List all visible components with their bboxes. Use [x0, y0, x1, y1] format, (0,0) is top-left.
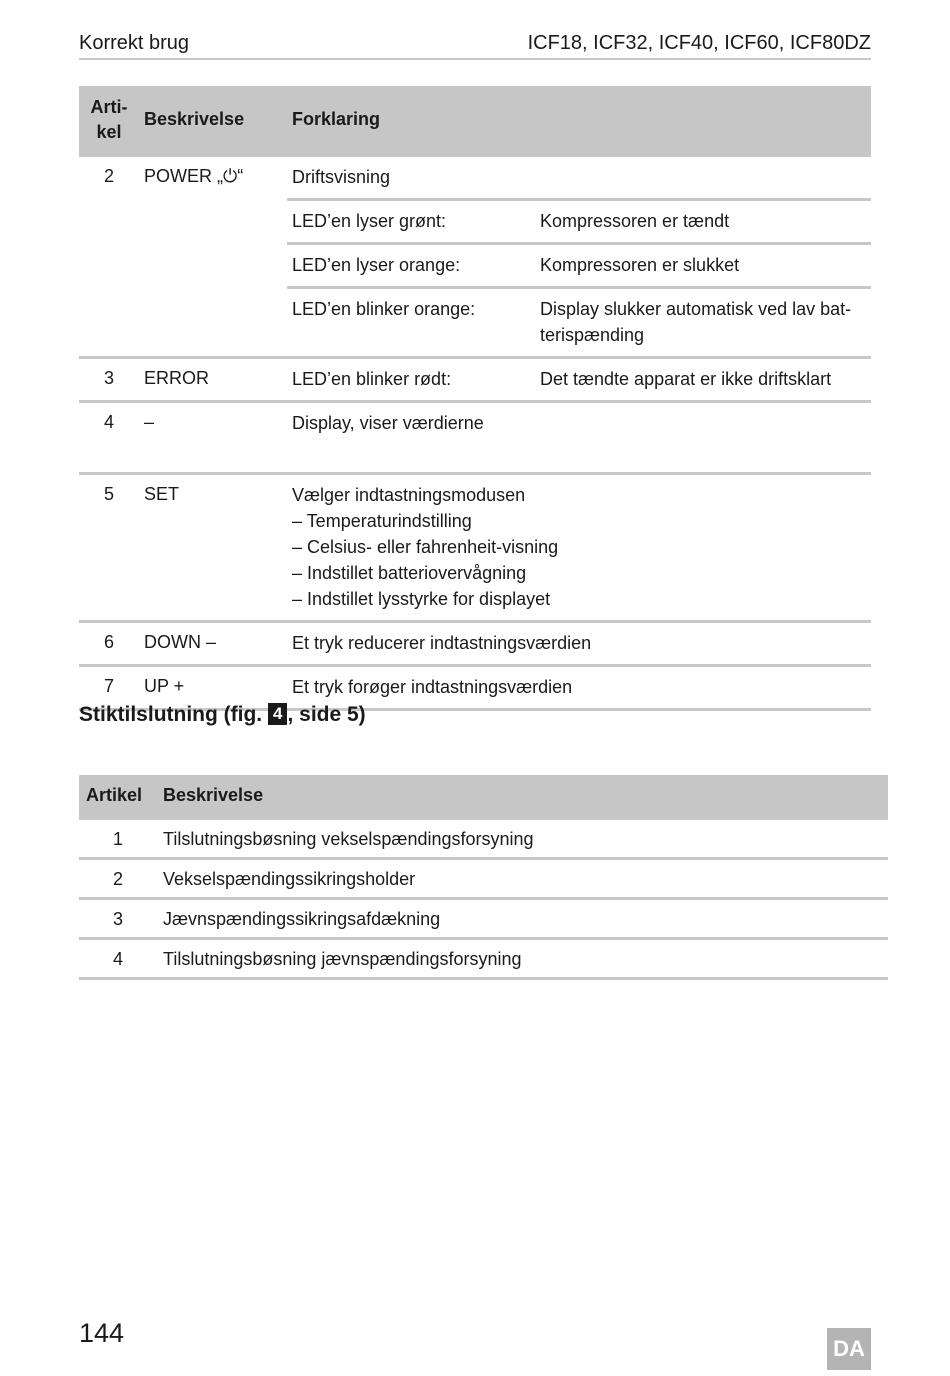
article-number: 2 — [103, 166, 114, 186]
table-header — [79, 775, 888, 820]
table-row: 3 Jævnspændingssikringsafdækning — [79, 900, 888, 940]
table-row: 1 Tilslutningsbøsning vekselspændingsforsyning — [79, 820, 888, 860]
description: POWER „⏻“ — [144, 166, 244, 186]
article-number: 4 — [103, 412, 114, 432]
article-number: 3 — [103, 368, 114, 388]
power-led-orange-row: LED’en lyser orange: Kompressoren er slukket — [287, 245, 871, 289]
article-number: 5 — [103, 484, 114, 504]
figure-number-badge: 4 — [268, 703, 287, 725]
description: SET — [144, 484, 180, 504]
power-led-blink-orange-row: LED’en blinker orange: Display slukker automatisk ved lav bat-terispænding — [292, 299, 852, 345]
connection-table — [79, 775, 888, 980]
power-subtable — [287, 157, 871, 356]
table-row: 4 Tilslutningsbøsning jævnspændingsforsyning — [79, 940, 888, 980]
header-description: Beskrivelse — [163, 785, 264, 805]
article-number: 7 — [103, 676, 114, 696]
page-number: 144 — [79, 1318, 125, 1348]
table-row-up: 7 UP + Et tryk forøger indtastningsværdien — [79, 667, 871, 711]
header-explanation: Forklaring — [292, 109, 381, 129]
header-description: Beskrivelse — [144, 109, 245, 129]
header-models: ICF18, ICF32, ICF40, ICF60, ICF80DZ — [527, 32, 871, 54]
power-led-green-row: LED’en lyser grønt: Kompressoren er tændt — [287, 201, 871, 245]
table-row-down: 6 DOWN – Et tryk reducerer indtastningsværdien — [79, 623, 871, 667]
section-heading: Stiktilslutning (fig. 4 , side 5) — [79, 703, 366, 726]
power-title-row: Driftsvisning — [287, 157, 871, 201]
article-number: 6 — [103, 632, 114, 652]
table-row-display: 4 – Display, viser værdierne — [79, 403, 871, 475]
description: ERROR — [144, 368, 210, 388]
description: UP + — [144, 676, 185, 696]
page-header — [79, 30, 871, 60]
header-section: Korrekt brug — [79, 32, 190, 54]
description: – — [144, 412, 155, 432]
header-article: Artikel — [86, 785, 143, 805]
table-row: 2 Vekselspændingssikringsholder — [79, 860, 888, 900]
header-article: Arti- kel — [90, 97, 128, 142]
table-header — [79, 86, 871, 157]
table-row-set: 5 SET Vælger indtastningsmodusen – Temperaturindstilling – Celsius- eller fahrenheit-visning – Indstillet batteriovervågning – Indstillet lysstyrke for displayet — [79, 475, 871, 623]
table-row-power — [79, 157, 871, 359]
table-row-error: 3 ERROR LED’en blinker rødt: Det tændte apparat er ikke driftsklart — [79, 359, 871, 403]
language-badge: DA — [827, 1328, 871, 1370]
controls-table — [79, 86, 871, 711]
description: DOWN – — [144, 632, 216, 652]
